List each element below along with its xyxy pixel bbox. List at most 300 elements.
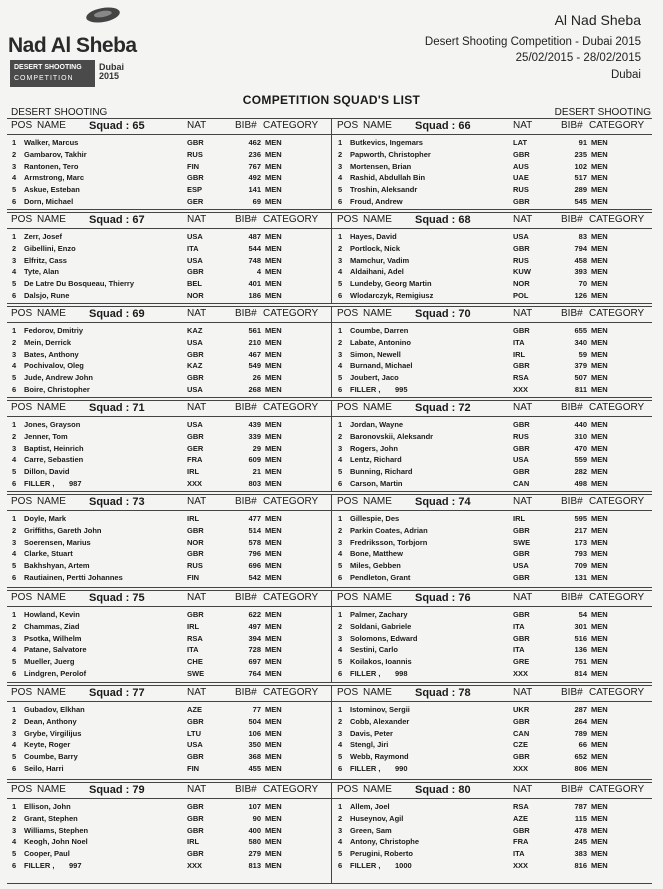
row-pos: 3 — [338, 825, 343, 835]
squad-row — [333, 861, 655, 873]
row-bib: 487 — [248, 232, 261, 241]
squad-row — [333, 573, 655, 585]
row-bib: 622 — [248, 610, 261, 619]
row-bib: 816 — [574, 861, 587, 870]
row-name: Perugini, Roberto — [350, 849, 413, 859]
row-nat: KUW — [513, 267, 531, 277]
row-name: Elfritz, Cass — [24, 255, 67, 265]
row-name: Armstrong, Marc — [24, 173, 85, 183]
row-pos: 3 — [12, 255, 17, 265]
row-pos: 6 — [338, 385, 343, 394]
row-bib: 544 — [248, 243, 261, 253]
row-category: MEN — [265, 373, 282, 383]
nat-header: NAT — [187, 214, 207, 225]
squad-row — [333, 717, 655, 729]
row-pos: 5 — [338, 561, 343, 571]
row-name: Bates, Anthony — [24, 349, 79, 359]
row-bib: 340 — [574, 337, 587, 347]
row-bib: 803 — [248, 479, 261, 488]
category-header: CATEGORY — [589, 496, 645, 507]
squad-row — [7, 657, 329, 669]
row-nat: GBR — [513, 149, 530, 159]
squad-row — [333, 837, 655, 849]
row-bib: 559 — [574, 455, 587, 465]
row-category: MEN — [265, 337, 282, 347]
row-nat: UAE — [513, 173, 529, 183]
row-bib: 504 — [248, 716, 261, 726]
row-category: MEN — [265, 740, 282, 750]
row-nat: POL — [513, 291, 529, 300]
squad-row — [7, 802, 329, 814]
row-pos: 3 — [338, 161, 343, 171]
nat-header: NAT — [187, 784, 207, 795]
squad-band — [7, 400, 652, 492]
row-bib: 115 — [574, 813, 587, 823]
row-category: MEN — [265, 431, 282, 441]
name-header: NAME — [37, 308, 66, 319]
row-category: MEN — [591, 514, 608, 523]
row-category: MEN — [591, 633, 608, 643]
nat-header: NAT — [513, 120, 533, 131]
row-nat: GBR — [187, 549, 204, 559]
category-header: CATEGORY — [263, 308, 319, 319]
row-category: MEN — [591, 420, 608, 429]
squad-label: Squad : 68 — [415, 214, 471, 226]
row-nat: USA — [513, 455, 529, 465]
squad-label: Squad : 80 — [415, 784, 471, 796]
category-header: CATEGORY — [263, 784, 319, 795]
squad-block — [7, 213, 329, 303]
row-category: MEN — [591, 373, 608, 383]
row-pos: 1 — [12, 138, 17, 147]
column-divider — [331, 307, 332, 397]
row-name: FILLER , — [24, 479, 55, 488]
row-pos: 1 — [338, 420, 343, 429]
nat-header: NAT — [513, 592, 533, 603]
row-nat: GBR — [187, 849, 204, 859]
row-pos: 6 — [12, 197, 17, 206]
row-nat: LAT — [513, 138, 528, 147]
squad-row — [333, 514, 655, 526]
row-name: Rashid, Abdullah Bin — [350, 173, 426, 183]
squad-label: Squad : 78 — [415, 687, 471, 699]
row-name: Ellison, John — [24, 802, 71, 811]
row-bib: 595 — [574, 514, 587, 523]
row-category: MEN — [591, 443, 608, 453]
row-bib: 697 — [248, 657, 261, 667]
name-header: NAME — [363, 592, 392, 603]
row-bib: 470 — [574, 443, 587, 453]
row-bib: 26 — [252, 373, 261, 383]
row-bib: 59 — [578, 349, 587, 359]
row-category: MEN — [591, 337, 608, 347]
row-filler-number: 995 — [395, 385, 408, 394]
row-pos: 4 — [338, 645, 343, 655]
row-category: MEN — [265, 764, 282, 773]
row-bib: 77 — [252, 705, 261, 714]
row-nat: ITA — [187, 645, 199, 655]
row-nat: GER — [187, 197, 204, 206]
row-bib: 478 — [574, 825, 587, 835]
row-category: MEN — [591, 621, 608, 631]
row-category: MEN — [591, 255, 608, 265]
row-nat: RUS — [513, 431, 529, 441]
row-category: MEN — [265, 291, 282, 300]
row-pos: 6 — [338, 861, 343, 870]
squad-label: Squad : 67 — [89, 214, 145, 226]
row-nat: ITA — [513, 337, 525, 347]
row-bib: 811 — [574, 385, 587, 394]
pos-header: POS — [11, 120, 33, 131]
row-name: Lindgren, Perolof — [24, 669, 87, 678]
squad-label: Squad : 73 — [89, 496, 145, 508]
squad-row — [7, 232, 329, 244]
pos-header: POS — [337, 308, 359, 319]
squad-row — [333, 338, 655, 350]
squad-row — [7, 634, 329, 646]
row-nat: GBR — [513, 443, 530, 453]
row-bib: 102 — [574, 161, 587, 171]
row-nat: ITA — [513, 849, 525, 859]
row-name: Zerr, Josef — [24, 232, 62, 241]
row-nat: IRL — [187, 621, 200, 631]
row-bib: 767 — [248, 161, 261, 171]
squad-row — [333, 622, 655, 634]
squad-row — [7, 467, 329, 479]
squad-row — [333, 279, 655, 291]
category-header: CATEGORY — [263, 592, 319, 603]
row-bib: 440 — [574, 420, 587, 429]
squad-row — [7, 385, 329, 397]
squad-block — [333, 495, 655, 587]
row-pos: 2 — [12, 716, 17, 726]
row-name: Williams, Stephen — [24, 825, 89, 835]
bib-header: BIB# — [235, 687, 257, 698]
squad-row — [7, 291, 329, 303]
category-header: CATEGORY — [263, 687, 319, 698]
row-name: Pochivalov, Oleg — [24, 361, 84, 371]
row-category: MEN — [591, 764, 608, 773]
row-category: MEN — [591, 669, 608, 678]
squad-row — [7, 526, 329, 538]
logo-banner-line1: DESERT SHOOTING — [14, 64, 82, 71]
row-pos: 2 — [12, 621, 17, 631]
row-category: MEN — [591, 561, 608, 571]
row-name: Mamchur, Vadim — [350, 255, 410, 265]
nat-header: NAT — [187, 402, 207, 413]
row-bib: 301 — [574, 621, 587, 631]
squad-band — [7, 590, 652, 683]
row-nat: USA — [187, 740, 203, 750]
row-category: MEN — [265, 716, 282, 726]
row-nat: CAN — [513, 728, 530, 738]
squad-label: Squad : 79 — [89, 784, 145, 796]
row-bib: 379 — [574, 361, 587, 371]
nat-header: NAT — [187, 120, 207, 131]
squad-row — [333, 479, 655, 491]
row-category: MEN — [265, 267, 282, 277]
squad-row — [7, 752, 329, 764]
row-name: Seilo, Harri — [24, 764, 64, 773]
row-category: MEN — [591, 431, 608, 441]
row-pos: 6 — [338, 764, 343, 773]
row-name: Baptist, Heinrich — [24, 443, 84, 453]
squad-row — [333, 645, 655, 657]
row-name: Huseynov, Agil — [350, 813, 404, 823]
name-header: NAME — [37, 496, 66, 507]
row-name: Gibellini, Enzo — [24, 243, 76, 253]
logo-banner — [10, 60, 95, 87]
row-pos: 2 — [12, 337, 17, 347]
squad-label: Squad : 76 — [415, 592, 471, 604]
row-name: Lentz, Richard — [350, 455, 402, 465]
squad-row — [7, 717, 329, 729]
row-pos: 4 — [338, 549, 343, 559]
row-name: Miles, Gebben — [350, 561, 401, 571]
squad-row — [333, 634, 655, 646]
squad-row — [333, 740, 655, 752]
row-nat: GBR — [513, 326, 530, 335]
row-pos: 4 — [12, 173, 17, 183]
row-nat: RSA — [513, 373, 529, 383]
squad-row — [333, 385, 655, 397]
nat-header: NAT — [513, 402, 533, 413]
row-category: MEN — [591, 279, 608, 289]
row-name: Gillespie, Des — [350, 514, 400, 523]
squad-row — [7, 350, 329, 362]
squad-row — [7, 610, 329, 622]
squad-row — [333, 185, 655, 197]
squad-block — [333, 119, 655, 209]
squad-row — [7, 267, 329, 279]
pos-header: POS — [337, 402, 359, 413]
bib-header: BIB# — [561, 784, 583, 795]
row-bib: 794 — [574, 243, 587, 253]
row-category: MEN — [591, 657, 608, 667]
row-bib: 793 — [574, 549, 587, 559]
logo-name: Nad Al Sheba — [8, 34, 137, 57]
squad-block — [7, 307, 329, 397]
name-header: NAME — [363, 120, 392, 131]
row-name: FILLER , — [350, 764, 381, 773]
row-nat: ITA — [513, 621, 525, 631]
row-name: Clarke, Stuart — [24, 549, 73, 559]
row-bib: 401 — [248, 279, 261, 289]
row-nat: XXX — [513, 385, 529, 394]
logo-banner-line2: COMPETITION — [14, 75, 74, 82]
row-bib: 289 — [574, 185, 587, 195]
row-nat: USA — [187, 337, 203, 347]
row-pos: 6 — [12, 861, 17, 870]
row-nat: NOR — [187, 537, 204, 547]
row-nat: GBR — [187, 525, 204, 535]
row-nat: GBR — [187, 349, 204, 359]
row-pos: 3 — [338, 349, 343, 359]
squad-row — [7, 162, 329, 174]
row-category: MEN — [591, 467, 608, 477]
squad-block — [333, 307, 655, 397]
row-bib: 764 — [248, 669, 261, 678]
squad-row — [7, 479, 329, 491]
squad-row — [7, 197, 329, 209]
row-nat: GBR — [187, 431, 204, 441]
row-pos: 5 — [338, 373, 343, 383]
category-header: CATEGORY — [263, 214, 319, 225]
squad-block — [7, 401, 329, 491]
row-bib: 751 — [574, 657, 587, 667]
category-header: CATEGORY — [263, 402, 319, 413]
row-name: Carson, Martin — [350, 479, 403, 488]
row-nat: GBR — [513, 420, 530, 429]
pos-header: POS — [337, 120, 359, 131]
squad-row — [7, 256, 329, 268]
row-category: MEN — [591, 138, 608, 147]
pos-header: POS — [11, 592, 33, 603]
squad-row — [333, 432, 655, 444]
row-category: MEN — [265, 455, 282, 465]
row-nat: FRA — [187, 455, 203, 465]
row-pos: 2 — [338, 716, 343, 726]
row-bib: 497 — [248, 621, 261, 631]
nat-header: NAT — [187, 687, 207, 698]
row-pos: 4 — [12, 645, 17, 655]
row-pos: 5 — [12, 657, 17, 667]
pos-header: POS — [11, 784, 33, 795]
row-name: FILLER , — [350, 385, 381, 394]
row-nat: SWE — [513, 537, 531, 547]
squad-row — [7, 538, 329, 550]
row-nat: GBR — [187, 373, 204, 383]
pos-header: POS — [337, 592, 359, 603]
squad-row — [333, 197, 655, 209]
squad-row — [333, 291, 655, 303]
row-bib: 131 — [574, 573, 587, 582]
row-filler-number: 998 — [395, 669, 408, 678]
nat-header: NAT — [513, 496, 533, 507]
logo-event — [99, 63, 124, 81]
squad-row — [333, 669, 655, 681]
row-pos: 4 — [338, 361, 343, 371]
row-category: MEN — [265, 243, 282, 253]
row-bib: 310 — [574, 431, 587, 441]
row-pos: 3 — [12, 443, 17, 453]
row-bib: 498 — [574, 479, 587, 488]
squad-row — [7, 849, 329, 861]
row-category: MEN — [591, 326, 608, 335]
row-bib: 126 — [574, 291, 587, 300]
row-name: Jenner, Tom — [24, 431, 68, 441]
pos-header: POS — [337, 784, 359, 795]
squad-label: Squad : 77 — [89, 687, 145, 699]
squad-row — [333, 814, 655, 826]
row-nat: ITA — [187, 243, 199, 253]
pos-header: POS — [337, 687, 359, 698]
row-name: Chammas, Ziad — [24, 621, 80, 631]
row-nat: GBR — [513, 573, 530, 582]
pos-header: POS — [11, 214, 33, 225]
row-filler-number: 1000 — [395, 861, 412, 870]
row-bib: 235 — [574, 149, 587, 159]
bib-header: BIB# — [235, 784, 257, 795]
row-pos: 5 — [338, 752, 343, 762]
squad-row — [7, 645, 329, 657]
row-bib: 580 — [248, 837, 261, 847]
category-header: CATEGORY — [589, 214, 645, 225]
row-category: MEN — [591, 752, 608, 762]
row-pos: 3 — [12, 161, 17, 171]
pos-header: POS — [337, 214, 359, 225]
nat-header: NAT — [187, 308, 207, 319]
row-nat: RUS — [513, 255, 529, 265]
row-category: MEN — [265, 657, 282, 667]
row-nat: AUS — [513, 161, 529, 171]
row-name: Rautiainen, Pertti Johannes — [24, 573, 123, 582]
name-header: NAME — [37, 402, 66, 413]
nat-header: NAT — [187, 592, 207, 603]
row-name: Jordan, Wayne — [350, 420, 404, 429]
row-name: Doyle, Mark — [24, 514, 67, 523]
squad-row — [333, 657, 655, 669]
name-header: NAME — [37, 592, 66, 603]
row-pos: 3 — [338, 633, 343, 643]
discipline-right: DESERT SHOOTING — [554, 107, 651, 118]
row-bib: 339 — [248, 431, 261, 441]
row-pos: 3 — [12, 825, 17, 835]
row-name: Lundeby, Georg Martin — [350, 279, 432, 289]
squad-row — [333, 764, 655, 776]
row-bib: 455 — [248, 764, 261, 773]
row-nat: RUS — [513, 185, 529, 195]
row-bib: 696 — [248, 561, 261, 571]
column-divider — [331, 401, 332, 491]
squad-row — [7, 173, 329, 185]
name-header: NAME — [363, 496, 392, 507]
row-pos: 4 — [338, 455, 343, 465]
row-bib: 66 — [578, 740, 587, 750]
row-pos: 1 — [338, 232, 343, 241]
row-bib: 210 — [248, 337, 261, 347]
bib-header: BIB# — [235, 402, 257, 413]
nat-header: NAT — [513, 214, 533, 225]
row-bib: 578 — [248, 537, 261, 547]
row-pos: 4 — [338, 837, 343, 847]
row-pos: 5 — [338, 657, 343, 667]
row-nat: GBR — [513, 610, 530, 619]
squad-label: Squad : 71 — [89, 402, 145, 414]
row-category: MEN — [265, 197, 282, 206]
row-category: MEN — [265, 443, 282, 453]
row-name: Grant, Stephen — [24, 813, 78, 823]
logo-event-city: Dubai — [99, 62, 125, 72]
bib-header: BIB# — [561, 214, 583, 225]
squad-band — [7, 685, 652, 780]
row-pos: 1 — [338, 802, 343, 811]
squad-label: Squad : 65 — [89, 120, 145, 132]
squad-row — [7, 729, 329, 741]
row-pos: 4 — [12, 455, 17, 465]
squad-row — [7, 861, 329, 873]
row-name: Dalsjo, Rune — [24, 291, 70, 300]
row-name: Simon, Newell — [350, 349, 401, 359]
row-name: Dean, Anthony — [24, 716, 77, 726]
squad-block — [333, 783, 655, 883]
row-bib: 282 — [574, 467, 587, 477]
row-name: Allem, Joel — [350, 802, 390, 811]
row-name: Dillon, David — [24, 467, 70, 477]
nat-header: NAT — [187, 496, 207, 507]
row-pos: 4 — [338, 740, 343, 750]
row-pos: 3 — [338, 443, 343, 453]
